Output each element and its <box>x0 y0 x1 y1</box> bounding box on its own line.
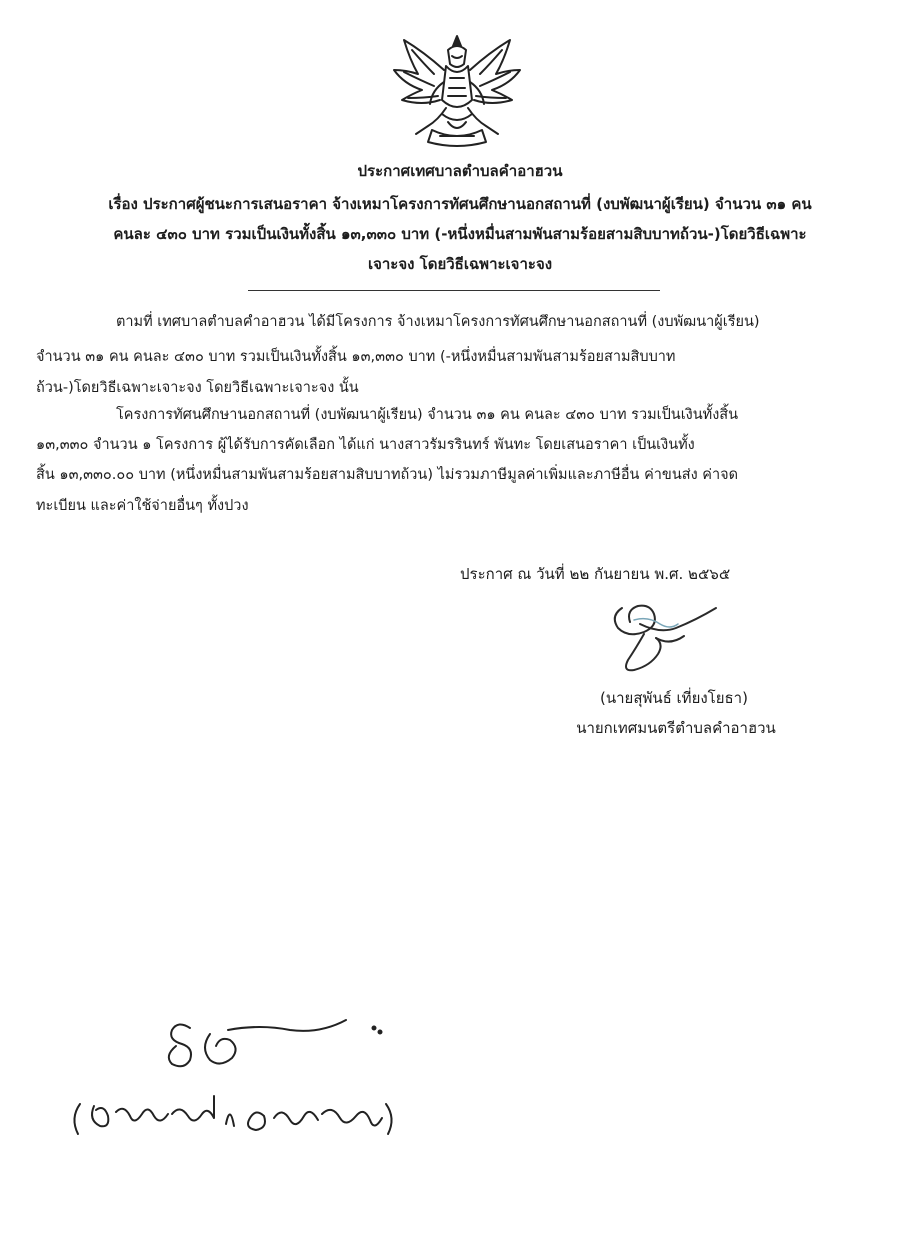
signer-name: (นายสุพันธ์ เที่ยงโยธา) <box>600 689 748 707</box>
subject-line-3: เจาะจง โดยวิธีเฉพาะเจาะจง <box>367 255 553 273</box>
subject-line-1: เรื่อง ประกาศผู้ชนะการเสนอราคา จ้างเหมาโครงการทัศนศึกษานอกสถานที่ (งบพัฒนาผู้เรียน) จำนวน ๓๑ คน <box>108 195 812 213</box>
paragraph-2-line-1: โครงการทัศนศึกษานอกสถานที่ (งบพัฒนาผู้เรียน) จำนวน ๓๑ คน คนละ ๔๓๐ บาท รวมเป็นเงินทั้งสิ้น <box>116 407 739 423</box>
paragraph-2-line-2: ๑๓,๓๓๐ จำนวน ๑ โครงการ ผู้ได้รับการคัดเลือก ได้แก่ นางสาวรัมรรินทร์ พันทะ โดยเสนอราคา เป็นเงินทั้ง <box>36 437 695 453</box>
paragraph-2-line-4: ทะเบียน และค่าใช้จ่ายอื่นๆ ทั้งปวง <box>36 498 249 514</box>
paragraph-1-line-1: ตามที่ เทศบาลตำบลคำอาฮวน ได้มีโครงการ จ้างเหมาโครงการทัศนศึกษานอกสถานที่ (งบพัฒนาผู้เรียน) <box>116 314 760 330</box>
header-divider <box>248 290 660 291</box>
signer-position: นายกเทศมนตรีตำบลคำอาฮวน <box>576 719 776 737</box>
paragraph-2-line-3: สิ้น ๑๓,๓๓๐.๐๐ บาท (หนึ่งหมื่นสามพันสามร้อยสามสิบบาทถ้วน) ไม่รวมภาษีมูลค่าเพิ่มและภาษีอื่น ค่าขนส่ง ค่าจด <box>36 467 739 483</box>
handwritten-note <box>60 1000 400 1160</box>
subject-line-2: คนละ ๔๓๐ บาท รวมเป็นเงินทั้งสิ้น ๑๓,๓๓๐ บาท (-หนึ่งหมื่นสามพันสามร้อยสามสิบบาทถ้วน-)โดยวิธีเฉพาะ <box>113 225 807 243</box>
announcement-title: ประกาศเทศบาลตำบลคำอาฮวน <box>357 162 563 180</box>
paragraph-1-line-2: จำนวน ๓๑ คน คนละ ๔๓๐ บาท รวมเป็นเงินทั้งสิ้น ๑๓,๓๓๐ บาท (-หนึ่งหมื่นสามพันสามร้อยสามสิบบาท <box>36 349 676 365</box>
announcement-date: ประกาศ ณ วันที่ ๒๒ กันยายน พ.ศ. ๒๕๖๕ <box>460 565 731 583</box>
paragraph-1-line-3: ถ้วน-)โดยวิธีเฉพาะเจาะจง โดยวิธีเฉพาะเจาะจง นั้น <box>36 380 359 396</box>
mayor-signature <box>600 594 730 684</box>
garuda-emblem-icon <box>382 30 532 152</box>
